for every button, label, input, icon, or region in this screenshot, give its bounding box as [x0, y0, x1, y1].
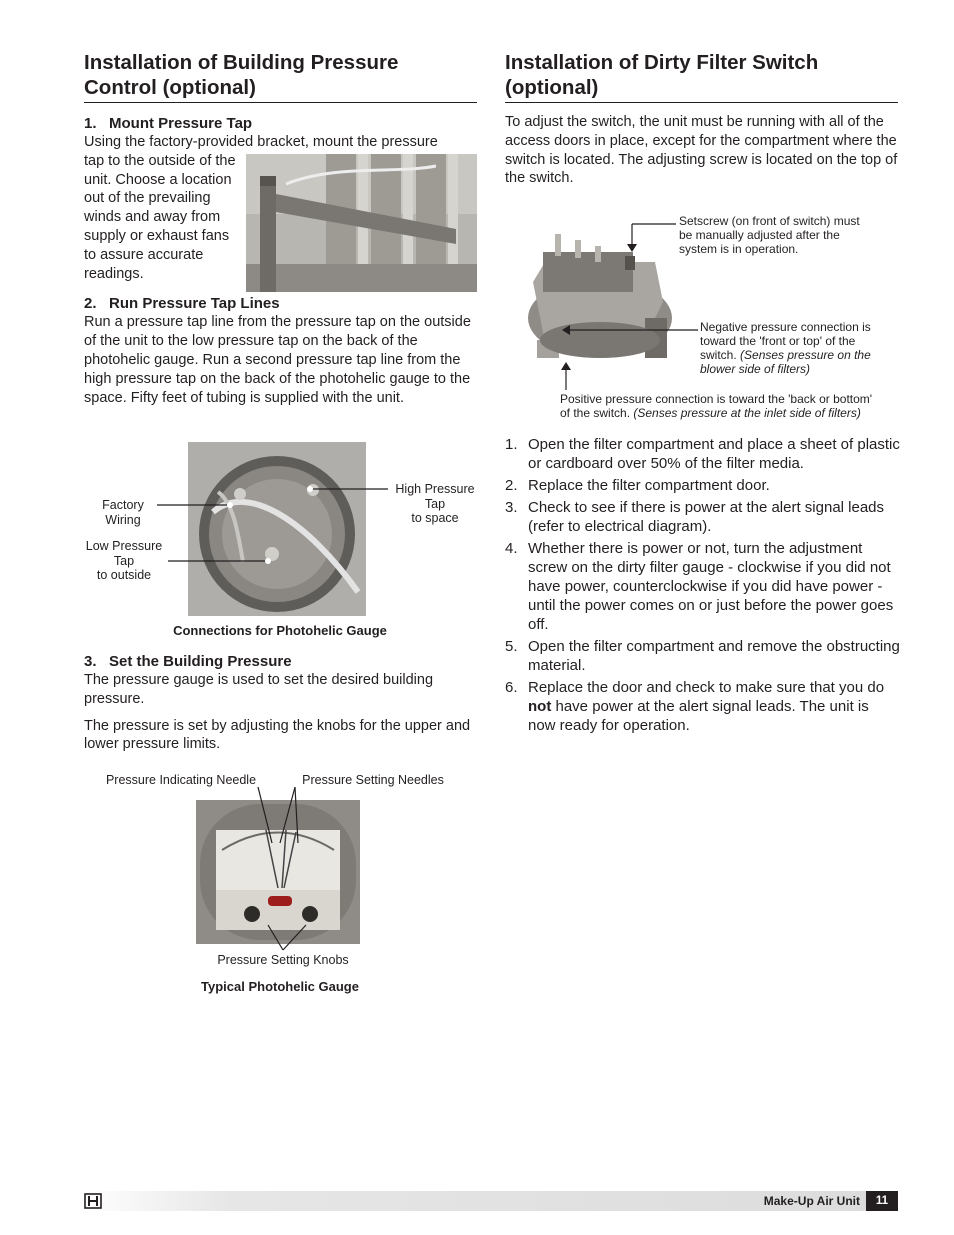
dirty-filter-title: Installation of Dirty Filter Switch (optional) [505, 50, 898, 103]
negative-pressure-note: (Senses pressure on the blower side of filters) [700, 348, 871, 376]
filter-step-1-number: 1. [505, 436, 518, 453]
pressure-setting-knobs-label: Pressure Setting Knobs [217, 953, 349, 967]
filter-step-3-text: Check to see if there is power at the alert signal leads (refer to electrical diagram). [528, 499, 885, 535]
high-pressure-tap-label: High Pressure Tap to space [395, 482, 475, 525]
step1-line: Using the factory-provided bracket, mount the pressure [84, 134, 438, 150]
factory-wiring-label: Factory Wiring [102, 498, 144, 527]
step1-text: tap to the outside of the unit. Choose a location out of the prevailing winds and away from supply or exhaust fans to assure accurate readings. [84, 152, 236, 282]
positive-pressure-note: (Senses pressure at the inlet side of filters) [633, 406, 861, 420]
filter-step-6-bold: not [528, 698, 552, 715]
filter-step-4 [505, 539, 900, 634]
footer-title: Make-Up Air Unit [763, 1194, 860, 1208]
connections-callout-lines [150, 480, 400, 570]
filter-step-1 [505, 435, 900, 473]
filter-step-5-number: 5. [505, 638, 518, 655]
step3-block [84, 641, 477, 754]
step1-number: 1. [84, 115, 97, 132]
setscrew-label: Setscrew (on front of switch) must be manually adjusted after the system is in operation. [679, 214, 860, 256]
step3-text-2: The pressure is set by adjusting the knobs for the upper and lower pressure limits. [84, 717, 471, 753]
switch-callout-lines [540, 218, 700, 393]
filter-step-6-number: 6. [505, 679, 518, 696]
low-pressure-tap-label: Low Pressure Tap to outside [85, 539, 163, 582]
connections-caption: Connections for Photohelic Gauge [173, 623, 387, 638]
filter-step-6-text-b: have power at the alert signal leads. The unit is now ready for operation. [528, 698, 869, 734]
pressure-tap-photo [246, 154, 477, 292]
step3-text-1: The pressure gauge is used to set the desired building pressure. [84, 672, 434, 707]
filter-step-3 [505, 498, 900, 536]
filter-step-5-text: Open the filter compartment and remove the obstructing material. [528, 638, 900, 674]
gauge-caption: Typical Photohelic Gauge [201, 979, 359, 994]
step2-text: Run a pressure tap line from the pressure tap on the outside of the unit to the low pressure tap on the back of the photohelic gauge. Run a second pressure tap line from the high pressure tap on the back of the photohelic gauge to the space. Fifty feet of tubing is supplied with the unit. [84, 314, 471, 406]
filter-step-3-number: 3. [505, 499, 518, 516]
step1-heading [84, 115, 477, 133]
filter-step-4-text: Whether there is power or not, turn the adjustment screw on the dirty filter gauge - clockwise if you did not have power, counterclockwise if you did have power - until the power comes on or just before the power goes off. [528, 540, 894, 633]
filter-steps [505, 435, 900, 738]
step2-heading [84, 295, 477, 313]
positive-pressure-label [560, 392, 900, 420]
filter-step-1-text: Open the filter compartment and place a sheet of plastic or cardboard over 50% of the filter media. [528, 436, 900, 472]
negative-pressure-label [700, 320, 900, 376]
page-number: 11 [866, 1191, 898, 1211]
filter-step-2-number: 2. [505, 477, 518, 494]
step3-title: Set the Building Pressure [109, 653, 292, 670]
step3-heading [84, 653, 477, 671]
filter-step-5 [505, 637, 900, 675]
positive-pressure-text: Positive pressure connection is toward the 'back or bottom' of the switch. [560, 392, 873, 420]
step2-title: Run Pressure Tap Lines [109, 295, 280, 313]
gauge-callout-lines [240, 785, 350, 955]
negative-pressure-text: Negative pressure connection is toward the 'front or top' of the switch. [700, 320, 871, 362]
pressure-indicating-needle-label: Pressure Indicating Needle [105, 773, 257, 787]
greenheck-logo-icon [84, 1193, 102, 1209]
step2-number: 2. [84, 295, 97, 313]
filter-step-4-number: 4. [505, 540, 518, 557]
building-pressure-title: Installation of Building Pressure Control (optional) [84, 50, 477, 103]
filter-step-6 [505, 678, 900, 735]
step3-number: 3. [84, 653, 97, 670]
filter-step-2-text: Replace the filter compartment door. [528, 477, 770, 494]
right-column [505, 50, 898, 188]
filter-step-6-text-a: Replace the door and check to make sure that you do [528, 679, 885, 696]
pressure-setting-needles-label: Pressure Setting Needles [302, 773, 444, 787]
step1-title: Mount Pressure Tap [109, 115, 253, 132]
dirty-filter-intro: To adjust the switch, the unit must be running with all of the access doors in place, except for the compartment where the switch is located. The adjusting screw is located on the top of the switch. [505, 114, 898, 187]
filter-step-2 [505, 476, 900, 495]
